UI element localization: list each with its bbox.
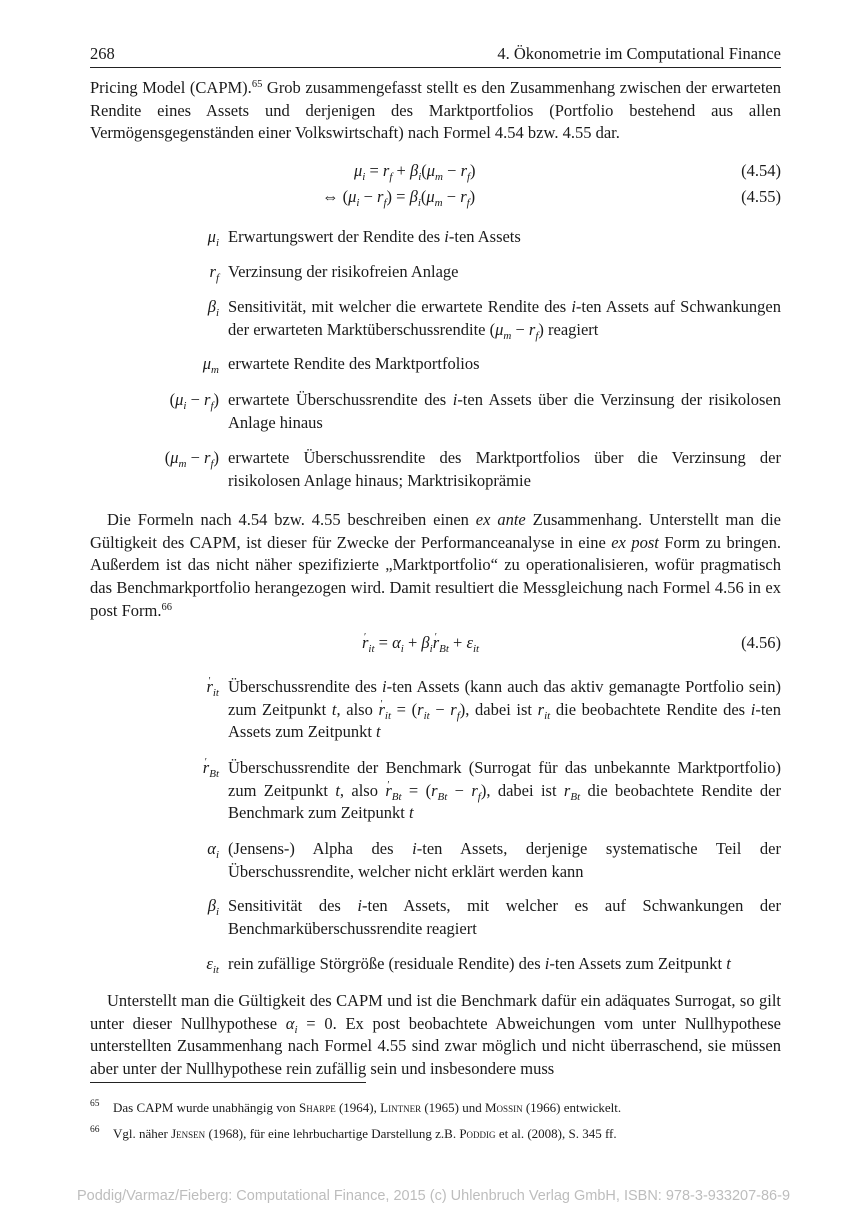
copyright-watermark: Poddig/Varmaz/Fieberg: Computational Finance, 2015 (c) Uhlenbruch Verlag GmbH, ISBN: 978-3-933207-86-9 <box>76 1188 791 1204</box>
footnote-number: 66 <box>90 1125 100 1135</box>
equation-4-54 <box>90 160 781 182</box>
definition-description: (Jensens-) Alpha des i-ten Assets, derjenige systematische Teil der Überschussrendite, welcher nicht erklärt werden kann <box>228 839 781 881</box>
definition-description: Überschussrendite der Benchmark (Surrogat für das unbekannte Marktportfolio) zum Zeitpunkt t, also r $'_{Bt} = (r_{Bt} - r_f)$, dabei ist $r_{Bt}$ die beobachtete Rendite der Benchmark zum Zeitpunkt t <box>228 757 781 825</box>
definition-description: erwartete Überschussrendite des Marktportfolios über die Verzinsung der risikolosen Anlage hinaus; Marktrisikoprämie <box>228 448 781 490</box>
equation-expression: ⇔ $(\mu_i - r_f) = \beta_i(\mu_m - r_f)$ <box>322 187 476 209</box>
definition-description: rein zufällige Störgröße (residuale Rendite) des i-ten Assets zum Zeitpunkt t <box>228 954 731 973</box>
definition-term: $\alpha_i$ <box>207 839 219 861</box>
definition-description: erwartete Rendite des Marktportfolios <box>228 354 480 373</box>
equation-expression: $\mu_i = r_f + \beta_i(\mu_m - r_f)$ <box>354 161 476 183</box>
definition-term: $(\mu_m - r_f)$ <box>164 448 219 470</box>
definition-description: Verzinsung der risikofreien Anlage <box>228 262 459 281</box>
definition-term: r $'_{it}$ <box>206 676 219 699</box>
definition-description: Sensitivität des i-ten Assets, mit welcher es auf Schwankungen der Benchmarküberschussrendite reagiert <box>228 896 781 938</box>
chapter-title: 4. Ökonometrie im Computational Finance <box>497 44 781 63</box>
page-number: 268 <box>90 44 115 63</box>
definition-term: $r_f$ <box>209 262 219 284</box>
definition-term: r $'_{Bt}$ <box>203 757 219 780</box>
definition-term: $\beta_i$ <box>207 297 219 319</box>
equation-expression: r $'_{it} = \alpha_i + \beta_ir$ $'_{Bt} + \varepsilon_{it}$ <box>362 632 479 654</box>
definition-description: Überschussrendite des i-ten Assets (kann auch das aktiv gemanagte Portfolio sein) zum Zeitpunkt t, also r $'_{it} = (r_{it} - r_f)$, dabei ist $r_{it}$ die beobachtete Rendite des i-ten Assets zum Zeitpunkt t <box>228 676 781 744</box>
definition-description: Sensitivität, mit welcher die erwartete Rendite des i-ten Assets auf Schwankungen der erwarteten Marktüberschussrendite $(\mu_m - r_f)$ reagiert <box>228 297 781 342</box>
equation-number: (4.54) <box>741 161 781 180</box>
footnote-ref-65[interactable]: 65 <box>251 79 263 90</box>
definition-term: $\varepsilon_{it}$ <box>206 954 219 976</box>
equation-number: (4.56) <box>741 633 781 652</box>
definition-description: erwartete Überschussrendite des i-ten Assets über die Verzinsung der risikolosen Anlage hinaus <box>228 390 781 432</box>
footnote-number: 65 <box>90 1099 100 1109</box>
definition-term: $\mu_i$ <box>207 227 219 249</box>
footnote-ref-66[interactable]: 66 <box>161 601 173 613</box>
equation-number: (4.55) <box>741 187 781 206</box>
definition-term: $\mu_m$ <box>202 354 219 376</box>
paragraph-null-hypothesis: Unterstellt man die Gültigkeit des CAPM und ist die Benchmark dafür ein adäquates Surrogat, so gilt unter dieser Nullhypothese $\alpha_i = 0$. Ex post beobachtete Abweichungen vom unter Nullhypothese unterstellten Zusammenhang nach Formel 4.55 sind zwar möglich und nicht überraschend, sie müssen aber unter der Nullhypothese rein zufällig sein und insbesondere muss <box>90 991 781 1079</box>
definition-term: $(\mu_i - r_f)$ <box>169 390 219 412</box>
definition-term: $\beta_i$ <box>207 896 219 918</box>
footnote-divider <box>90 1082 366 1083</box>
definition-description: Erwartungswert der Rendite des i-ten Assets <box>228 227 521 246</box>
footnote-text: Vgl. näher Jensen (1968), für eine lehrbuchartige Darstellung z.B. Poddig et al. (2008), S. 345 ff. <box>113 1126 617 1141</box>
running-head <box>90 44 781 68</box>
paragraph-ex-post: Die Formeln nach 4.54 bzw. 4.55 beschreiben einen ex ante Zusammenhang. Unterstellt man die Gültigkeit des CAPM, ist dieser für Zwecke der Performanceanalyse in eine ex post Form zu bringen. Außerdem ist das nicht näher spezifizierte „Marktportfolio“ zu operationalisieren, wofür pragmatisch das Benchmarkportfolio herangezogen wird. Damit resultiert die Messgleichung nach Formel 4.56 in ex post Form.$^{66}$ <box>90 510 782 620</box>
equation-4-55 <box>90 186 781 208</box>
intro-paragraph: Pricing Model (CAPM).$^{65}$ Grob zusammengefasst stellt es den Zusammenhang zwischen der erwarteten Rendite eines Assets und derjenigen des Marktportfolios (Portfolio bestehend aus allen Vermögensgegenständen einer Volkswirtschaft) nach Formel 4.54 bzw. 4.55 dar. <box>90 78 782 143</box>
footnote-text: Das CAPM wurde unabhängig von Sharpe (1964), Lintner (1965) und Mossin (1966) entwickelt. <box>113 1100 622 1115</box>
equation-4-56 <box>90 632 781 654</box>
